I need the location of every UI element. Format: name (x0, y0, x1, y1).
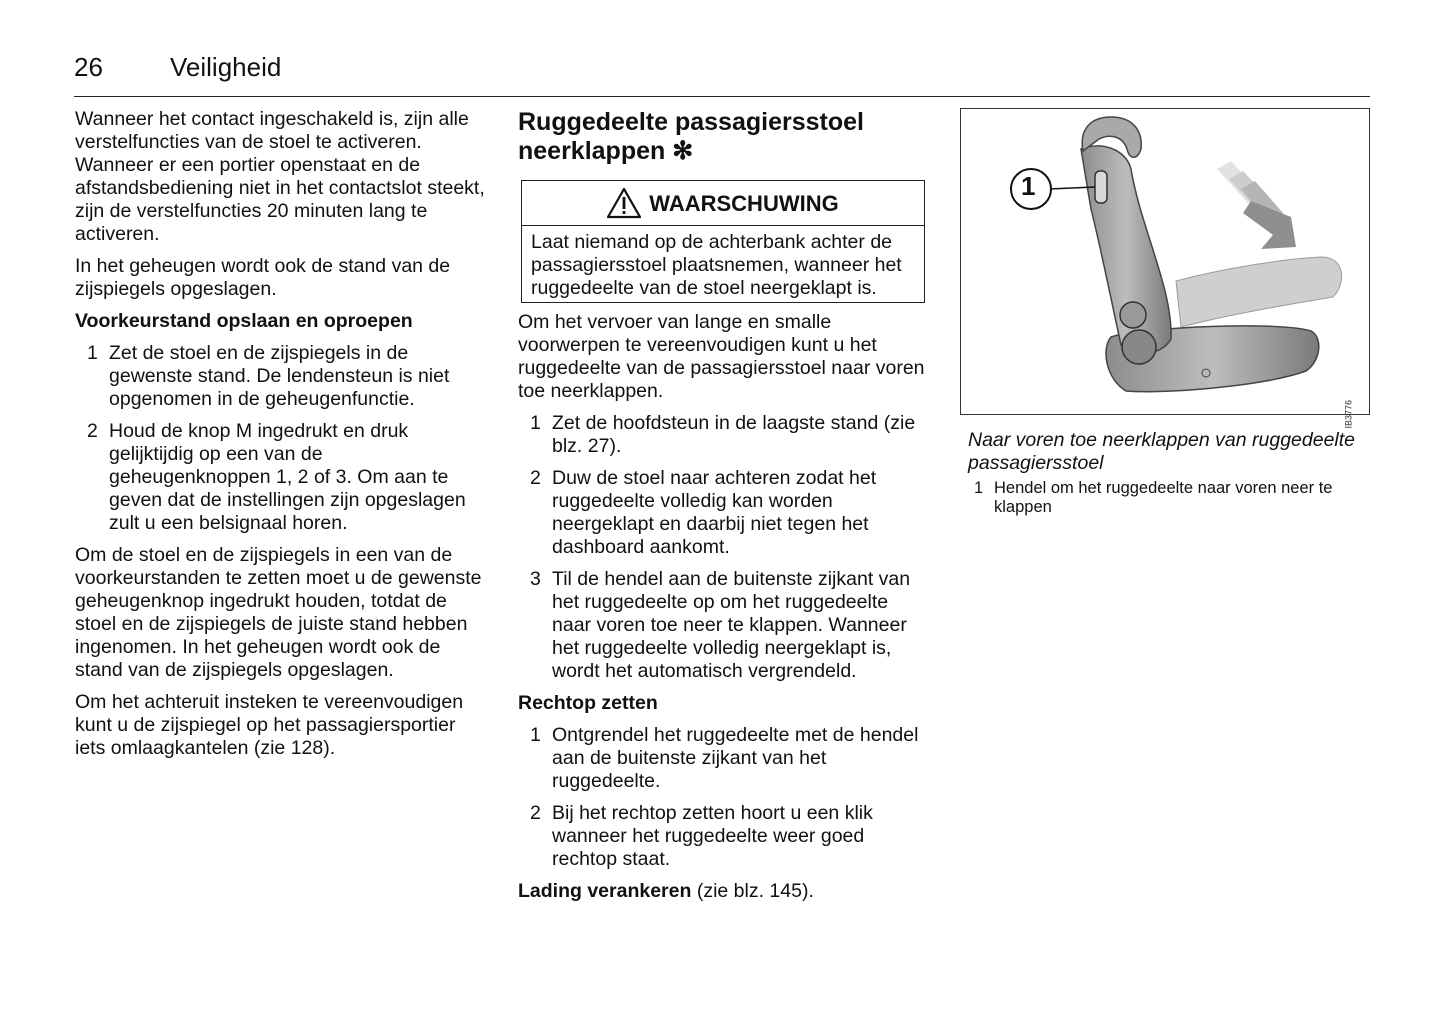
list-item (518, 568, 928, 683)
legend-text: Hendel om het ruggedeelte naar voren neer te klappen (994, 479, 1333, 516)
fold-intro: Om het vervoer van lange en smalle voorwerpen te vereenvoudigen kunt u het ruggedeelte van de passagiersstoel naar voren toe neerklappen. (518, 311, 925, 402)
step-text: Til de hendel aan de buitenste zijkant van het ruggedeelte op om het ruggedeelte naar voren toe neer te klappen. Wanneer het ruggedeelte volledig neergeklapt is, wordt het automatisch vergrendeld. (552, 568, 911, 682)
intro-paragraph: Wanneer het contact ingeschakeld is, zijn alle verstelfuncties van de stoel te activeren. Wanneer er een portier openstaat en de afstandsbediening niet in het contactslot steekt, zijn de verstelfuncties 20 minuten lang te activeren. (75, 108, 485, 245)
warning-text: Laat niemand op de achterbank achter de passagiersstoel plaatsnemen, wanneer het ruggedeelte van de stoel neergeklapt is. (531, 231, 902, 299)
warning-title: WAARSCHUWING (649, 190, 839, 216)
list-item (518, 724, 928, 793)
step-number: 2 (530, 467, 541, 489)
step-number: 2 (530, 802, 541, 824)
page-header (74, 50, 1370, 97)
figure-caption: Naar voren toe neerklappen van ruggedeelte passagiersstoel (968, 429, 1356, 474)
step-text: Zet de stoel en de zijspiegels in de gewenste stand. De lendensteun is niet opgenomen in de geheugenfunctie. (109, 342, 450, 410)
height-knob (1122, 330, 1156, 364)
figure-id: IB3776 (1344, 400, 1354, 429)
step-text: Ontgrendel het ruggedeelte met de hendel aan de buitenste zijkant van het ruggedeelte. (552, 724, 919, 792)
step-number: 1 (87, 342, 98, 364)
recline-knob (1120, 302, 1146, 328)
seat-illustration (961, 109, 1369, 414)
warning-header (522, 181, 924, 226)
step-text: Zet de hoofdsteun in de laagste stand (zie blz. 27). (552, 412, 916, 457)
list-item (518, 467, 928, 559)
list-item (518, 802, 928, 871)
step-number: 1 (530, 412, 541, 434)
step-number: 2 (87, 420, 98, 442)
callout-number: 1 (1021, 171, 1036, 201)
column-middle (518, 108, 928, 912)
preset-steps (75, 342, 485, 535)
preset-subheading: Voorkeurstand opslaan en oproepen (75, 310, 413, 332)
section-title: Veiligheid (170, 52, 282, 82)
cargo-page-ref: (zie blz. 145). (691, 880, 814, 902)
folded-backrest-ghost (1176, 257, 1342, 327)
step-text: Duw de stoel naar achteren zodat het ruggedeelte volledig kan worden neergeklapt en daarbij niet tegen het dashboard aankomt. (552, 467, 877, 558)
list-item (75, 420, 485, 535)
fold-heading: Ruggedeelte passagiersstoel neerklappen ✻ (518, 108, 864, 165)
column-left (75, 108, 485, 769)
step-text: Bij het rechtop zetten hoort u een klik wanneer het ruggedeelte weer goed rechtop staat. (552, 802, 873, 870)
warning-triangle-icon (607, 187, 641, 219)
list-item (518, 412, 928, 458)
upright-subheading: Rechtop zetten (518, 692, 658, 714)
recall-paragraph: Om de stoel en de zijspiegels in een van de voorkeurstanden te zetten moet u de gewenste geheugenknop ingedrukt houden, totdat de stoel en de zijspiegels de juiste stand hebben ingenomen. In het geheugen wordt ook de stand van de zijspiegels opgeslagen. (75, 544, 482, 681)
backrest-lever (1095, 171, 1107, 203)
cargo-paragraph (518, 880, 928, 903)
page-number: 26 (74, 52, 103, 82)
fold-steps (518, 412, 928, 683)
reverse-paragraph: Om het achteruit insteken te vereenvoudigen kunt u de zijspiegel op het passagiersportier iets omlaagkantelen (zie 128). (75, 691, 464, 759)
step-text: Houd de knop M ingedrukt en druk gelijktijdig op een van de geheugenknoppen 1, 2 of 3. Om aan te geven dat de instellingen zijn opgeslagen zult u een belsignaal horen. (109, 420, 466, 534)
cargo-link-label: Lading verankeren (518, 880, 692, 902)
step-number: 1 (530, 724, 541, 746)
legend-number: 1 (974, 479, 984, 497)
figure-legend-item (960, 479, 1370, 517)
step-number: 3 (530, 568, 541, 590)
warning-box (521, 180, 925, 303)
list-item (75, 342, 485, 411)
fold-direction-arrow (1217, 161, 1296, 249)
memory-note: In het geheugen wordt ook de stand van de zijspiegels opgeslagen. (75, 255, 451, 300)
seat-figure (960, 108, 1370, 429)
column-right (960, 108, 1370, 517)
upright-steps (518, 724, 928, 871)
